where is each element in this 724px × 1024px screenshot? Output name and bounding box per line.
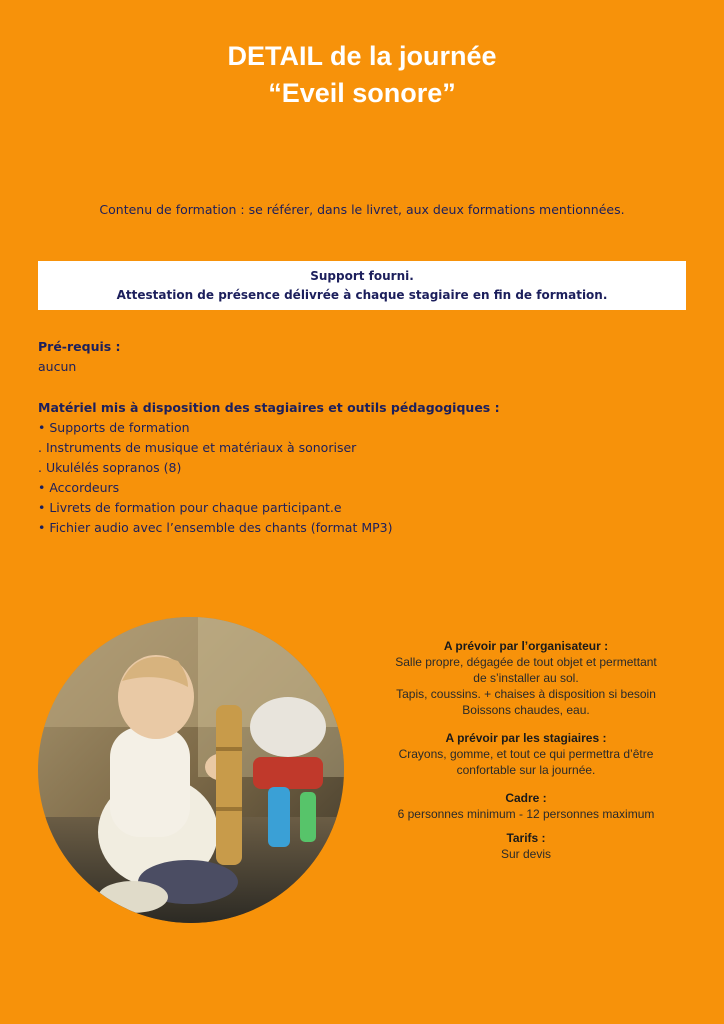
list-item: • Fichier audio avec l’ensemble des chants (format MP3) [38,520,393,535]
support-box [38,261,686,310]
tarifs-value: Sur devis [500,847,552,861]
organisateur-heading: A prévoir par l’organisateur : [443,639,609,653]
organisateur-line: Tapis, coussins. + chaises à disposition si besoin [396,687,656,701]
tarifs-heading: Tarifs : [506,831,546,845]
organisateur-line: de s’installer au sol. [473,671,579,685]
list-item: . Instruments de musique et matériaux à sonoriser [38,440,357,455]
support-line-2: Attestation de présence délivrée à chaque stagiaire en fin de formation. [116,288,608,302]
list-item: • Supports de formation [38,420,190,435]
stagiaires-line: confortable sur la journée. [456,763,596,777]
materiel-heading: Matériel mis à disposition des stagiaires et outils pédagogiques : [38,400,500,415]
cadre-heading: Cadre : [505,791,547,805]
prerequis-value: aucun [38,359,77,374]
support-line-1: Support fourni. [310,269,414,283]
page-title [0,38,724,112]
baby-photo-illustration [38,617,344,923]
cadre-value: 6 personnes minimum - 12 personnes maximum [397,807,655,821]
prerequis-heading: Pré-requis : [38,339,121,354]
prerequis-section [38,337,121,377]
info-column [370,638,682,862]
organisateur-line: Boissons chaudes, eau. [462,703,590,717]
list-item: . Ukulélés sopranos (8) [38,460,182,475]
materiel-section [38,398,500,538]
stagiaires-heading: A prévoir par les stagiaires : [445,731,607,745]
list-item: • Livrets de formation pour chaque participant.e [38,500,342,515]
stagiaires-line: Crayons, gomme, et tout ce qui permettra d’être [398,747,654,761]
baby-photo [38,617,344,923]
list-item: • Accordeurs [38,480,120,495]
title-line-1: DETAIL de la journée [227,41,497,71]
intro-text: Contenu de formation : se référer, dans le livret, aux deux formations mentionnées. [99,202,625,217]
title-line-2: “Eveil sonore” [268,78,456,108]
organisateur-line: Salle propre, dégagée de tout objet et permettant [395,655,657,669]
